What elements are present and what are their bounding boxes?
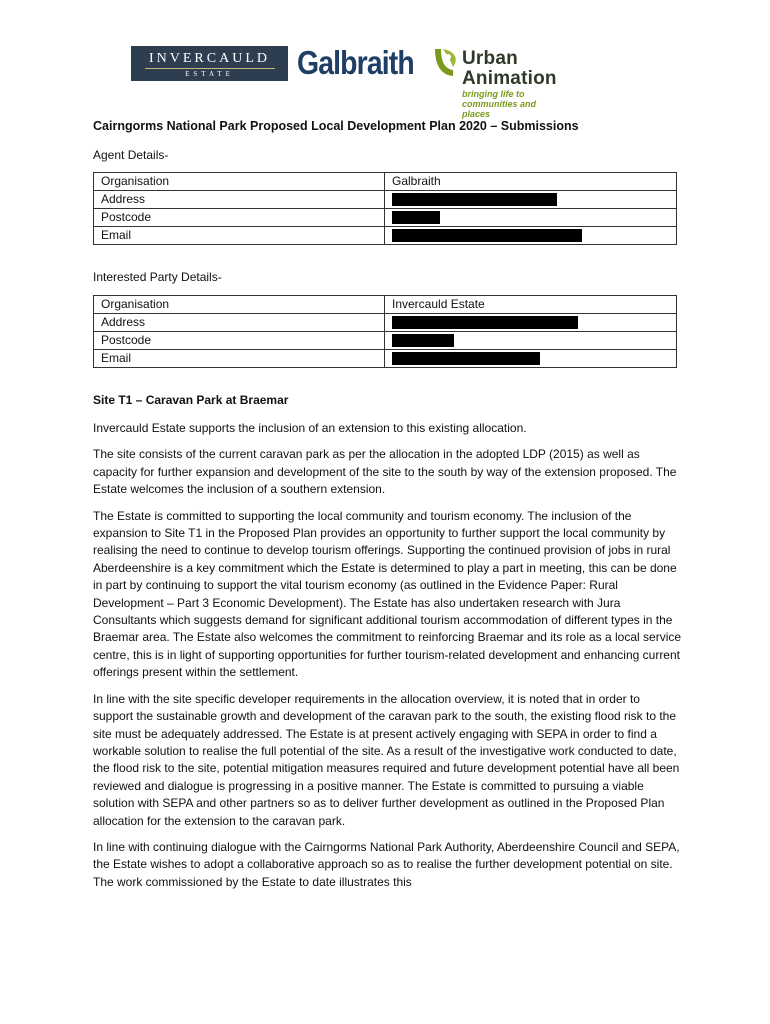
- party-address-label: Address: [94, 314, 385, 332]
- table-row: [94, 350, 677, 368]
- urban-animation-tagline: bringing life to communities and places: [462, 89, 537, 119]
- table-row: [94, 296, 677, 314]
- party-organisation-label: Organisation: [94, 296, 385, 314]
- agent-details-table: [93, 172, 677, 245]
- urban-animation-logo: [462, 49, 557, 119]
- party-organisation-value: Invercauld Estate: [385, 296, 677, 314]
- urban-animation-name: Urban Animation: [462, 48, 557, 89]
- paragraph: In line with continuing dialogue with the Cairngorms National Park Authority, Aberdeenshire Council and SEPA, the Estate wishes to adopt a collaborative approach so as to realise the further development potential on site. The work commissioned by the Estate to date illustrates this: [93, 839, 680, 889]
- table-row: [94, 227, 677, 245]
- agent-address-label: Address: [94, 191, 385, 209]
- party-postcode-value: [385, 332, 677, 350]
- agent-address-value: [385, 191, 677, 209]
- party-email-value: [385, 350, 677, 368]
- interested-party-heading: Interested Party Details-: [93, 270, 222, 284]
- invercauld-logo-estate: ESTATE: [185, 70, 234, 78]
- galbraith-logo: Galbraith: [297, 44, 414, 81]
- redaction-bar: [392, 316, 578, 329]
- agent-organisation-label: Organisation: [94, 173, 385, 191]
- redaction-bar: [392, 334, 454, 347]
- agent-email-label: Email: [94, 227, 385, 245]
- invercauld-logo-name: INVERCAULD: [149, 51, 270, 66]
- agent-organisation-value: Galbraith: [385, 173, 677, 191]
- paragraph: The site consists of the current caravan park as per the allocation in the adopted LDP (2015) as well as capacity for further expansion and development of the site to the south by way of the extension proposed. The Estate welcomes the inclusion of a southern extension.: [93, 447, 677, 497]
- urban-animation-leaf-icon: [431, 45, 461, 79]
- redaction-bar: [392, 229, 582, 242]
- redaction-bar: [392, 193, 557, 206]
- site-t1-heading: Site T1 – Caravan Park at Braemar: [93, 393, 289, 407]
- paragraph: In line with the site specific developer requirements in the allocation overview, it is noted that in order to support the sustainable growth and development of the caravan park to the south, the existing flood risk to the site must be adequately addressed. The Estate is at present actively engaging with SEPA in order to find a workable solution to realise the full potential of the site. As a result of the investigative work conducted to date, the flood risk to the site, potential mitigation measures required and future development potential have all been reviewed and dialogue is progressing in a positive manner. The Estate is committed to pursuing a viable solution with SEPA and other partners so as to deliver further development as outlined in the Proposed Plan allocation for the extension to the caravan park.: [93, 691, 680, 828]
- party-postcode-label: Postcode: [94, 332, 385, 350]
- paragraph: Invercauld Estate supports the inclusion of an extension to this existing allocation.: [93, 421, 527, 435]
- redaction-bar: [392, 352, 540, 365]
- party-address-value: [385, 314, 677, 332]
- agent-details-heading: Agent Details-: [93, 148, 169, 162]
- party-email-label: Email: [94, 350, 385, 368]
- agent-postcode-label: Postcode: [94, 209, 385, 227]
- agent-email-value: [385, 227, 677, 245]
- invercauld-estate-logo: [131, 46, 288, 81]
- document-title: Cairngorms National Park Proposed Local Development Plan 2020 – Submissions: [93, 119, 579, 133]
- table-row: [94, 209, 677, 227]
- table-row: [94, 314, 677, 332]
- table-row: [94, 332, 677, 350]
- paragraph: The Estate is committed to supporting the local community and tourism economy. The inclusion of the expansion to Site T1 in the Proposed Plan provides an opportunity to further support the local community by realising the need to continue to develop tourism offerings. Supporting the continued provision of jobs in rural Aberdeenshire is a key commitment which the Estate is determined to play a part in meeting, this can be done in part by continuing to support the vital tourism economy (as outlined in the Evidence Paper: Rural Development – Part 3 Economic Development). The Estate has also undertaken research with Jura Consultants which suggests demand for significant additional tourism accommodation of different types in the Braemar area. The Estate also welcomes the commitment to reinforcing Braemar and its role as a local service centre, this is in light of supporting opportunities for further tourism-related development and enhancing current offerings present within the settlement.: [93, 508, 682, 680]
- interested-party-table: [93, 295, 677, 368]
- table-row: [94, 173, 677, 191]
- agent-postcode-value: [385, 209, 677, 227]
- body-text: [93, 420, 683, 891]
- redaction-bar: [392, 211, 440, 224]
- table-row: [94, 191, 677, 209]
